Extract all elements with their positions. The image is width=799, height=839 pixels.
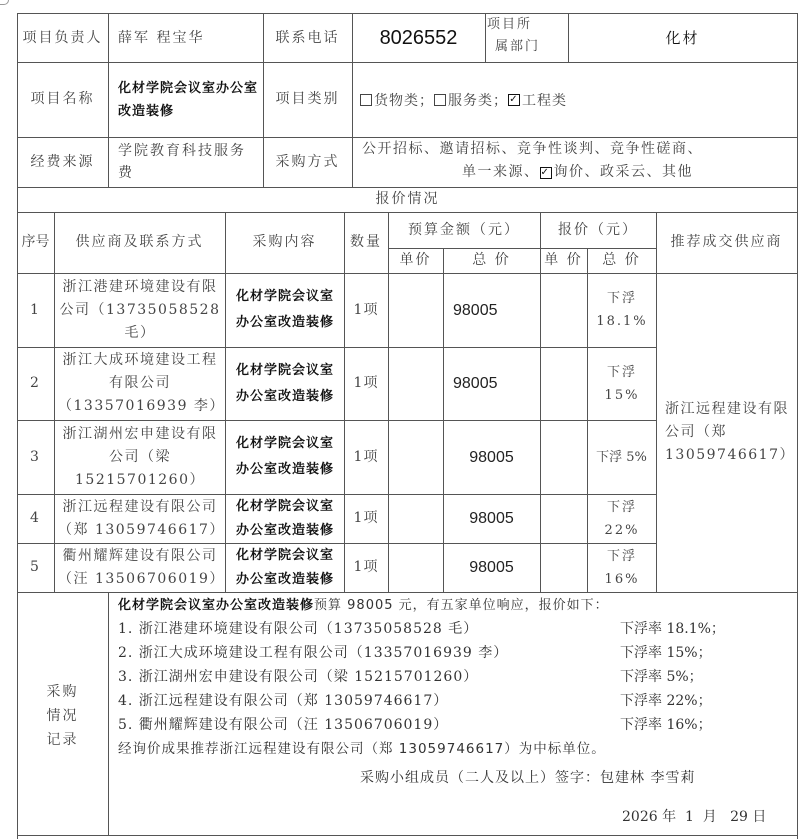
record-item: 3. 浙江湖州宏申建设有限公司（梁 15215701260） (118, 669, 479, 685)
record-item-rate: 下浮率 5%； (620, 669, 703, 685)
dept-value: 化材 (665, 28, 700, 47)
col-budget: 预算金额（元） (408, 221, 520, 238)
row-content: 化材学院会议室办公室改造装修 (235, 362, 334, 404)
record-conclusion: 经询价成果推荐浙江远程建设有限公司（郑 13059746617）为中标单位。 (118, 741, 606, 757)
col-recommended: 推荐成交供应商 (670, 234, 783, 250)
category-engineering-label: 工程类 (522, 92, 567, 109)
row-supplier: 浙江港建环境建设有限公司（13735058528毛） (59, 278, 221, 341)
row-seq: 4 (30, 510, 41, 526)
funding-value: 学院教育科技服务费 (118, 143, 246, 181)
category-engineering[interactable] (508, 90, 567, 110)
row-content: 化材学院会议室办公室改造装修 (235, 289, 334, 330)
record-label (17, 680, 108, 752)
row-seq: 5 (30, 559, 41, 575)
col-quote-unit: 单 价 (544, 252, 583, 268)
col-budget-total: 总 价 (472, 252, 511, 268)
checkbox-unchecked-icon[interactable] (434, 94, 446, 106)
page-corner-mark (0, 0, 9, 5)
record-item: 5. 衢州耀辉建设有限公司（汪 13506706019） (118, 717, 449, 733)
category-goods-label: 货物类； (374, 92, 434, 109)
row-seq: 3 (30, 448, 41, 465)
phone-label: 联系电话 (275, 29, 340, 46)
row-budget-total: 98005 (469, 510, 514, 527)
record-label-line: 采购 (46, 684, 79, 700)
leader-label: 项目负责人 (22, 29, 103, 46)
col-budget-unit: 单价 (399, 252, 432, 268)
record-intro (118, 593, 609, 618)
record-signature: 采购小组成员（二人及以上）签字：包建林 李雪莉 (360, 770, 696, 786)
category-options (360, 62, 567, 137)
method-label: 采购方式 (275, 153, 340, 170)
record-date: 2026 年 1 月 29 日 (622, 809, 767, 825)
record-label-line: 情况 (46, 708, 79, 724)
row-qty: 1项 (353, 510, 379, 526)
col-content: 采购内容 (252, 234, 317, 250)
row-quote-total: 下浮 5% (596, 449, 647, 465)
record-intro-text: 预算 98005 元，有五家单位响应，报价如下： (314, 598, 609, 613)
dept-label (487, 14, 567, 62)
record-item: 1. 浙江港建环境建设有限公司（13735058528 毛） (118, 621, 479, 637)
col-quote-total: 总 价 (602, 252, 641, 268)
phone-value: 8026552 (379, 26, 458, 49)
col-seq: 序号 (21, 234, 50, 250)
dept-label-line1: 项目所 (487, 17, 533, 32)
col-quote: 报价（元） (558, 221, 638, 238)
row-supplier: 衢州耀辉建设有限公司（汪 13506706019） (58, 547, 225, 587)
row-supplier: 浙江远程建设有限公司（郑 13059746617） (58, 498, 225, 538)
row-budget-total: 98005 (469, 448, 514, 466)
row-seq: 1 (30, 301, 41, 318)
row-quote-total: 下浮22% (604, 499, 640, 538)
record-item-rate: 下浮率 15%； (620, 645, 712, 661)
method-others: 、政采云、其他 (584, 164, 693, 180)
row-content: 化材学院会议室办公室改造装修 (235, 547, 334, 587)
quote-section-title: 报价情况 (375, 191, 440, 207)
row-seq: 2 (30, 375, 41, 391)
record-item-rate: 下浮率 16%； (620, 717, 712, 733)
leader-value: 薛军 程宝华 (118, 29, 205, 46)
row-quote-total: 下浮18.1% (596, 291, 648, 329)
row-qty: 1项 (353, 448, 379, 465)
col-supplier: 供应商及联系方式 (75, 234, 204, 250)
record-item: 4. 浙江远程建设有限公司（郑 13059746617） (118, 693, 449, 709)
record-item: 2. 浙江大成环境建设工程有限公司（13357016939 李） (118, 645, 509, 661)
method-single-source: 单一来源、 (462, 164, 540, 180)
category-services[interactable] (434, 90, 508, 110)
method-inquiry: 询价 (553, 164, 585, 180)
row-qty: 1项 (353, 375, 379, 391)
project-name-label: 项目名称 (30, 91, 95, 107)
row-supplier: 浙江大成环境建设工程有限公司（13357016939 李） (58, 352, 225, 414)
row-supplier: 浙江湖州宏申建设有限公司（梁15215701260） (62, 425, 218, 488)
method-options (352, 138, 797, 187)
record-item-rate: 下浮率 22%； (620, 693, 712, 709)
row-content: 化材学院会议室办公室改造装修 (235, 436, 334, 477)
checkbox-checked-icon[interactable]: ✓ (540, 166, 551, 178)
record-intro-project: 化材学院会议室办公室改造装修 (118, 598, 315, 613)
row-budget-total: 98005 (453, 375, 498, 392)
method-line2 (352, 161, 797, 184)
dept-label-line2: 属部门 (495, 39, 541, 54)
row-qty: 1项 (353, 559, 379, 575)
row-budget-total: 98005 (469, 559, 514, 576)
checkbox-checked-icon[interactable]: ✓ (509, 93, 519, 105)
row-qty: 1项 (353, 301, 379, 318)
record-label-line: 记录 (46, 732, 79, 748)
row-quote-total: 下浮16% (604, 548, 640, 587)
col-qty: 数量 (350, 234, 382, 250)
method-line1: 公开招标、邀请招标、竞争性谈判、竞争性磋商、 (362, 141, 703, 157)
row-budget-total: 98005 (453, 301, 498, 319)
record-item-rate: 下浮率 18.1%； (620, 621, 725, 637)
funding-label: 经费来源 (30, 153, 95, 170)
row-quote-total: 下浮15% (604, 364, 640, 403)
recommended-supplier: 浙江远程建设有限公司（郑13059746617） (665, 401, 795, 463)
category-services-label: 服务类； (448, 92, 508, 109)
checkbox-unchecked-icon[interactable] (360, 94, 372, 106)
category-label: 项目类别 (275, 91, 340, 107)
project-name-value: 化材学院会议室办公室改造装修 (118, 80, 259, 119)
row-content: 化材学院会议室办公室改造装修 (235, 498, 334, 538)
category-goods[interactable] (360, 90, 434, 110)
